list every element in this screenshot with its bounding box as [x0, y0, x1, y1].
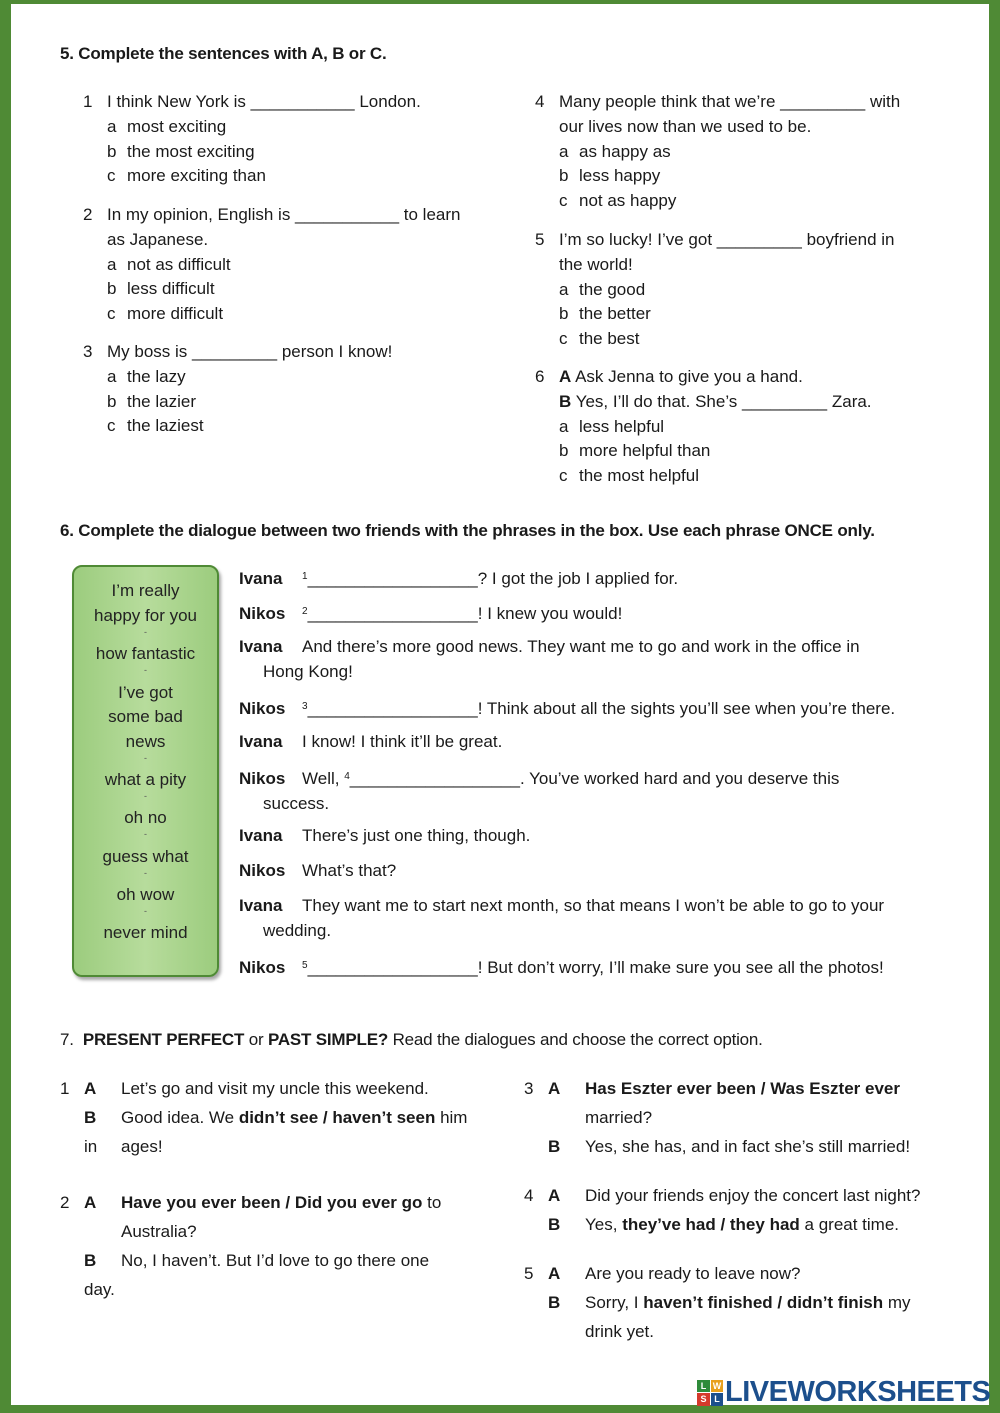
option-c[interactable]: c the best — [559, 329, 640, 349]
dialogue-line-10: Nikos $^5$__________________! But don’t worry, I’ll make sure you see all the photos! — [239, 954, 959, 981]
dialogue-line-8: Nikos What’s that? — [239, 859, 959, 884]
separator: - — [144, 753, 147, 763]
ex5-question-5 — [535, 228, 955, 352]
option-c[interactable]: c more exciting than — [107, 166, 266, 186]
option-a[interactable]: a most exciting — [107, 116, 227, 136]
phrase: I’m really — [111, 581, 180, 600]
choice-line[interactable]: Has Eszter ever been / Was Eszter ever — [585, 1079, 900, 1098]
speaker: Nikos — [239, 604, 286, 623]
choice-line[interactable]: Good idea. We didn’t see / haven’t seen him — [121, 1108, 468, 1127]
speaker: Nikos — [239, 861, 286, 880]
separator: - — [144, 627, 147, 637]
option-c[interactable]: c not as happy — [559, 191, 677, 211]
question-stem: I’m so lucky! I’ve got _________ boyfriend in — [559, 230, 895, 249]
separator: - — [144, 665, 147, 675]
question-stem: Many people think that we’re _________ with — [559, 92, 901, 111]
exercise-7-title: 7. PRESENT PERFECT or PAST SIMPLE? Read the dialogues and choose the correct option. — [60, 1030, 763, 1049]
question-stem: I think New York is ___________ London. — [107, 92, 421, 111]
speaker: Nikos — [239, 958, 286, 977]
question-number: 5 — [535, 230, 545, 249]
question-number: 1 — [83, 92, 93, 111]
dialogue-line-1: Ivana $^1$__________________? I got the job I applied for. — [239, 565, 959, 592]
question-number: 3 — [83, 342, 93, 361]
ex7-item-2: 2 A Have you ever been / Did you ever go to Australia? B No, I haven’t. But I’d love to go there one day. — [60, 1188, 510, 1308]
option-a[interactable]: a the good — [559, 279, 646, 299]
ex5-question-4 — [535, 90, 955, 214]
question-stem: In my opinion, English is ___________ to learn — [107, 205, 461, 224]
logo-mark-icon: L W S L — [697, 1380, 723, 1406]
ex7-item-1: 1 A Let’s go and visit my uncle this weekend. B Good idea. We didn’t see / haven’t seen him in ages! — [60, 1079, 468, 1156]
separator: - — [144, 906, 147, 916]
phrase: oh no — [124, 808, 167, 827]
ex7-item-5: 5 A Are you ready to leave now? B Sorry, I haven’t finished / didn’t finish my drink yet. — [524, 1264, 911, 1341]
liveworksheets-logo[interactable] — [697, 1376, 990, 1409]
dialogue-line-2: Nikos $^2$__________________! I knew you would! — [239, 600, 959, 627]
option-c[interactable]: c the laziest — [107, 416, 204, 436]
option-b[interactable]: b more helpful than — [559, 441, 711, 461]
phrase: how fantastic — [95, 644, 196, 663]
choice-line[interactable]: Yes, they’ve had / they had a great time. — [585, 1215, 900, 1234]
option-a[interactable]: a less helpful — [559, 416, 665, 436]
exercise-6-title: 6. Complete the dialogue between two friends with the phrases in the box. Use each phrase ONCE only. — [60, 521, 875, 540]
speaker-a: A — [559, 367, 572, 386]
ex5-question-2 — [83, 203, 513, 327]
speaker: Ivana — [239, 637, 283, 656]
dialogue-line-6: Nikos Well, $^4$__________________. You’ve worked hard and you deserve this success. — [239, 769, 840, 813]
phrase-box — [72, 565, 219, 977]
question-stem-cont: as Japanese. — [107, 229, 209, 249]
exercise-5-title: 5. Complete the sentences with A, B or C. — [60, 44, 387, 63]
ex5-question-6 — [535, 365, 955, 489]
line-b: Yes, I’ll do that. She’s _________ Zara. — [575, 391, 872, 411]
phrase: what a pity — [104, 770, 187, 789]
option-b[interactable]: b the lazier — [107, 391, 196, 411]
dialogue-line-3: Ivana And there’s more good news. They want me to go and work in the office in Hong Kong! — [239, 637, 860, 681]
option-c[interactable]: c more difficult — [107, 304, 224, 324]
speaker-b: B — [559, 391, 572, 411]
phrase: happy for you — [93, 606, 197, 625]
question-stem-cont: the world! — [559, 254, 633, 274]
phrase: some bad — [108, 707, 183, 726]
dialogue-line-5: Ivana I know! I think it’ll be great. — [239, 730, 959, 755]
phrase: news — [125, 732, 166, 751]
separator: - — [144, 829, 147, 839]
option-c[interactable]: c the most helpful — [559, 466, 700, 486]
option-a[interactable]: a not as difficult — [107, 254, 231, 274]
ex5-question-1 — [83, 90, 503, 189]
line-a: Ask Jenna to give you a hand. — [575, 367, 803, 386]
phrase: never mind — [103, 923, 188, 942]
speaker: Ivana — [239, 826, 283, 845]
logo-text: LIVEWORKSHEETS — [725, 1376, 991, 1408]
option-b[interactable]: b less difficult — [107, 279, 215, 299]
choice-line[interactable]: Sorry, I haven’t finished / didn’t finish my — [585, 1293, 911, 1312]
speaker: Ivana — [239, 569, 283, 588]
option-a[interactable]: a the lazy — [107, 366, 186, 386]
speaker: Ivana — [239, 732, 283, 751]
dialogue-line-9: Ivana They want me to start next month, so that means I won’t be able to go to your wedding. — [239, 896, 885, 940]
speaker: Nikos — [239, 769, 286, 788]
option-b[interactable]: b the most exciting — [107, 141, 255, 161]
option-b[interactable]: b the better — [559, 304, 651, 324]
question-number: 6 — [535, 367, 545, 386]
question-stem: My boss is _________ person I know! — [107, 342, 393, 361]
option-b[interactable]: b less happy — [559, 166, 661, 186]
phrase: guess what — [102, 847, 189, 866]
question-number: 2 — [83, 205, 93, 224]
dialogue-line-7: Ivana There’s just one thing, though. — [239, 824, 959, 849]
choice-line[interactable]: Have you ever been / Did you ever go to — [121, 1193, 442, 1212]
ex5-question-3 — [83, 340, 503, 439]
speaker: Nikos — [239, 699, 286, 718]
phrase: oh wow — [116, 885, 175, 904]
question-stem-cont: our lives now than we used to be. — [559, 116, 812, 136]
separator: - — [144, 791, 147, 801]
ex7-item-3: 3 A Has Eszter ever been / Was Eszter ever married? B Yes, she has, and in fact she’s still married! — [524, 1074, 954, 1164]
ex7-item-4: 4 A Did your friends enjoy the concert last night? B Yes, they’ve had / they had a great time. — [524, 1181, 964, 1241]
separator: - — [144, 868, 147, 878]
option-a[interactable]: a as happy as — [559, 141, 671, 161]
phrase: I’ve got — [118, 683, 173, 702]
question-number: 4 — [535, 92, 545, 111]
speaker: Ivana — [239, 896, 283, 915]
dialogue-line-4: Nikos $^3$__________________! Think about all the sights you’ll see when you’re there. — [239, 695, 959, 722]
